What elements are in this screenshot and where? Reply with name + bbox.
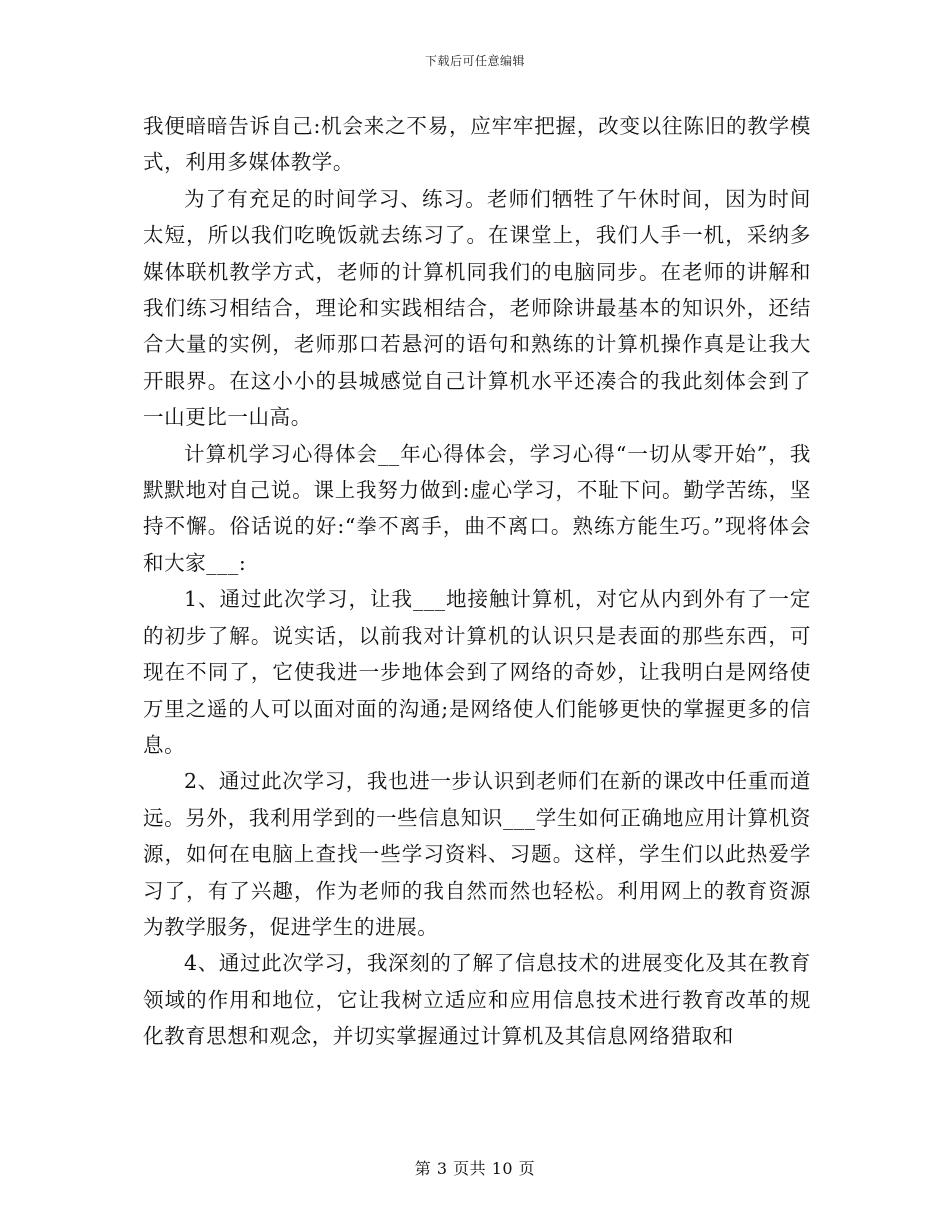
paragraph-4: 1、通过此次学习，让我___地接触计算机，对它从内到外有了一定的初步了解。说实话，以前我对计算机的认识只是表面的那些东西，可现在不同了，它使我进一步地体会到了网络的奇妙，让我明白是网络使万里之遥的人可以面对面的沟通;是网络使人们能够更快的掌握更多的信息。 [143,587,811,757]
paragraph-3: 计算机学习心得体会__年心得体会，学习心得“一切从零开始”，我默默地对自己说。课上我努力做到:虚心学习，不耻下问。勤学苦练，坚持不懈。俗话说的好:“拳不离手，曲不离口。熟练方能生巧。”现将体会和大家___: [143,441,811,575]
paragraph-5: 2、通过此次学习，我也进一步认识到老师们在新的课改中任重而道远。另外，我利用学到的一些信息知识___学生如何正确地应用计算机资源，如何在电脑上查找一些学习资料、习题。这样，学生们以此热爱学习了，有了兴趣，作为老师的我自然而然也轻松。利用网上的教育资源为教学服务，促进学生的进展。 [143,769,811,939]
page-header: 下载后可任意编辑 [424,54,525,68]
paragraph-6: 4、通过此次学习，我深刻的了解了信息技术的进展变化及其在教育领域的作用和地位，它让我树立适应和应用信息技术进行教育改革的规化教育思想和观念，并切实掌握通过计算机及其信息网络猎取和 [143,951,811,1049]
paragraph-1: 我便暗暗告诉自己:机会来之不易，应牢牢把握，改变以往陈旧的教学模式，利用多媒体教学。 [143,114,811,175]
paragraph-2: 为了有充足的时间学习、练习。老师们牺牲了午休时间，因为时间太短，所以我们吃晚饭就去练习了。在课堂上，我们人手一机，采纳多媒体联机教学方式，老师的计算机同我们的电脑同步。在老师的讲解和我们练习相结合，理论和实践相结合，老师除讲最基本的知识外，还结合大量的实例，老师那口若悬河的语句和熟练的计算机操作真是让我大开眼界。在这小小的县城感觉自己计算机水平还凑合的我此刻体会到了一山更比一山高。 [143,186,811,430]
document-body [143,108,811,1055]
page-footer: 第 3 页共 10 页 [414,1159,536,1178]
